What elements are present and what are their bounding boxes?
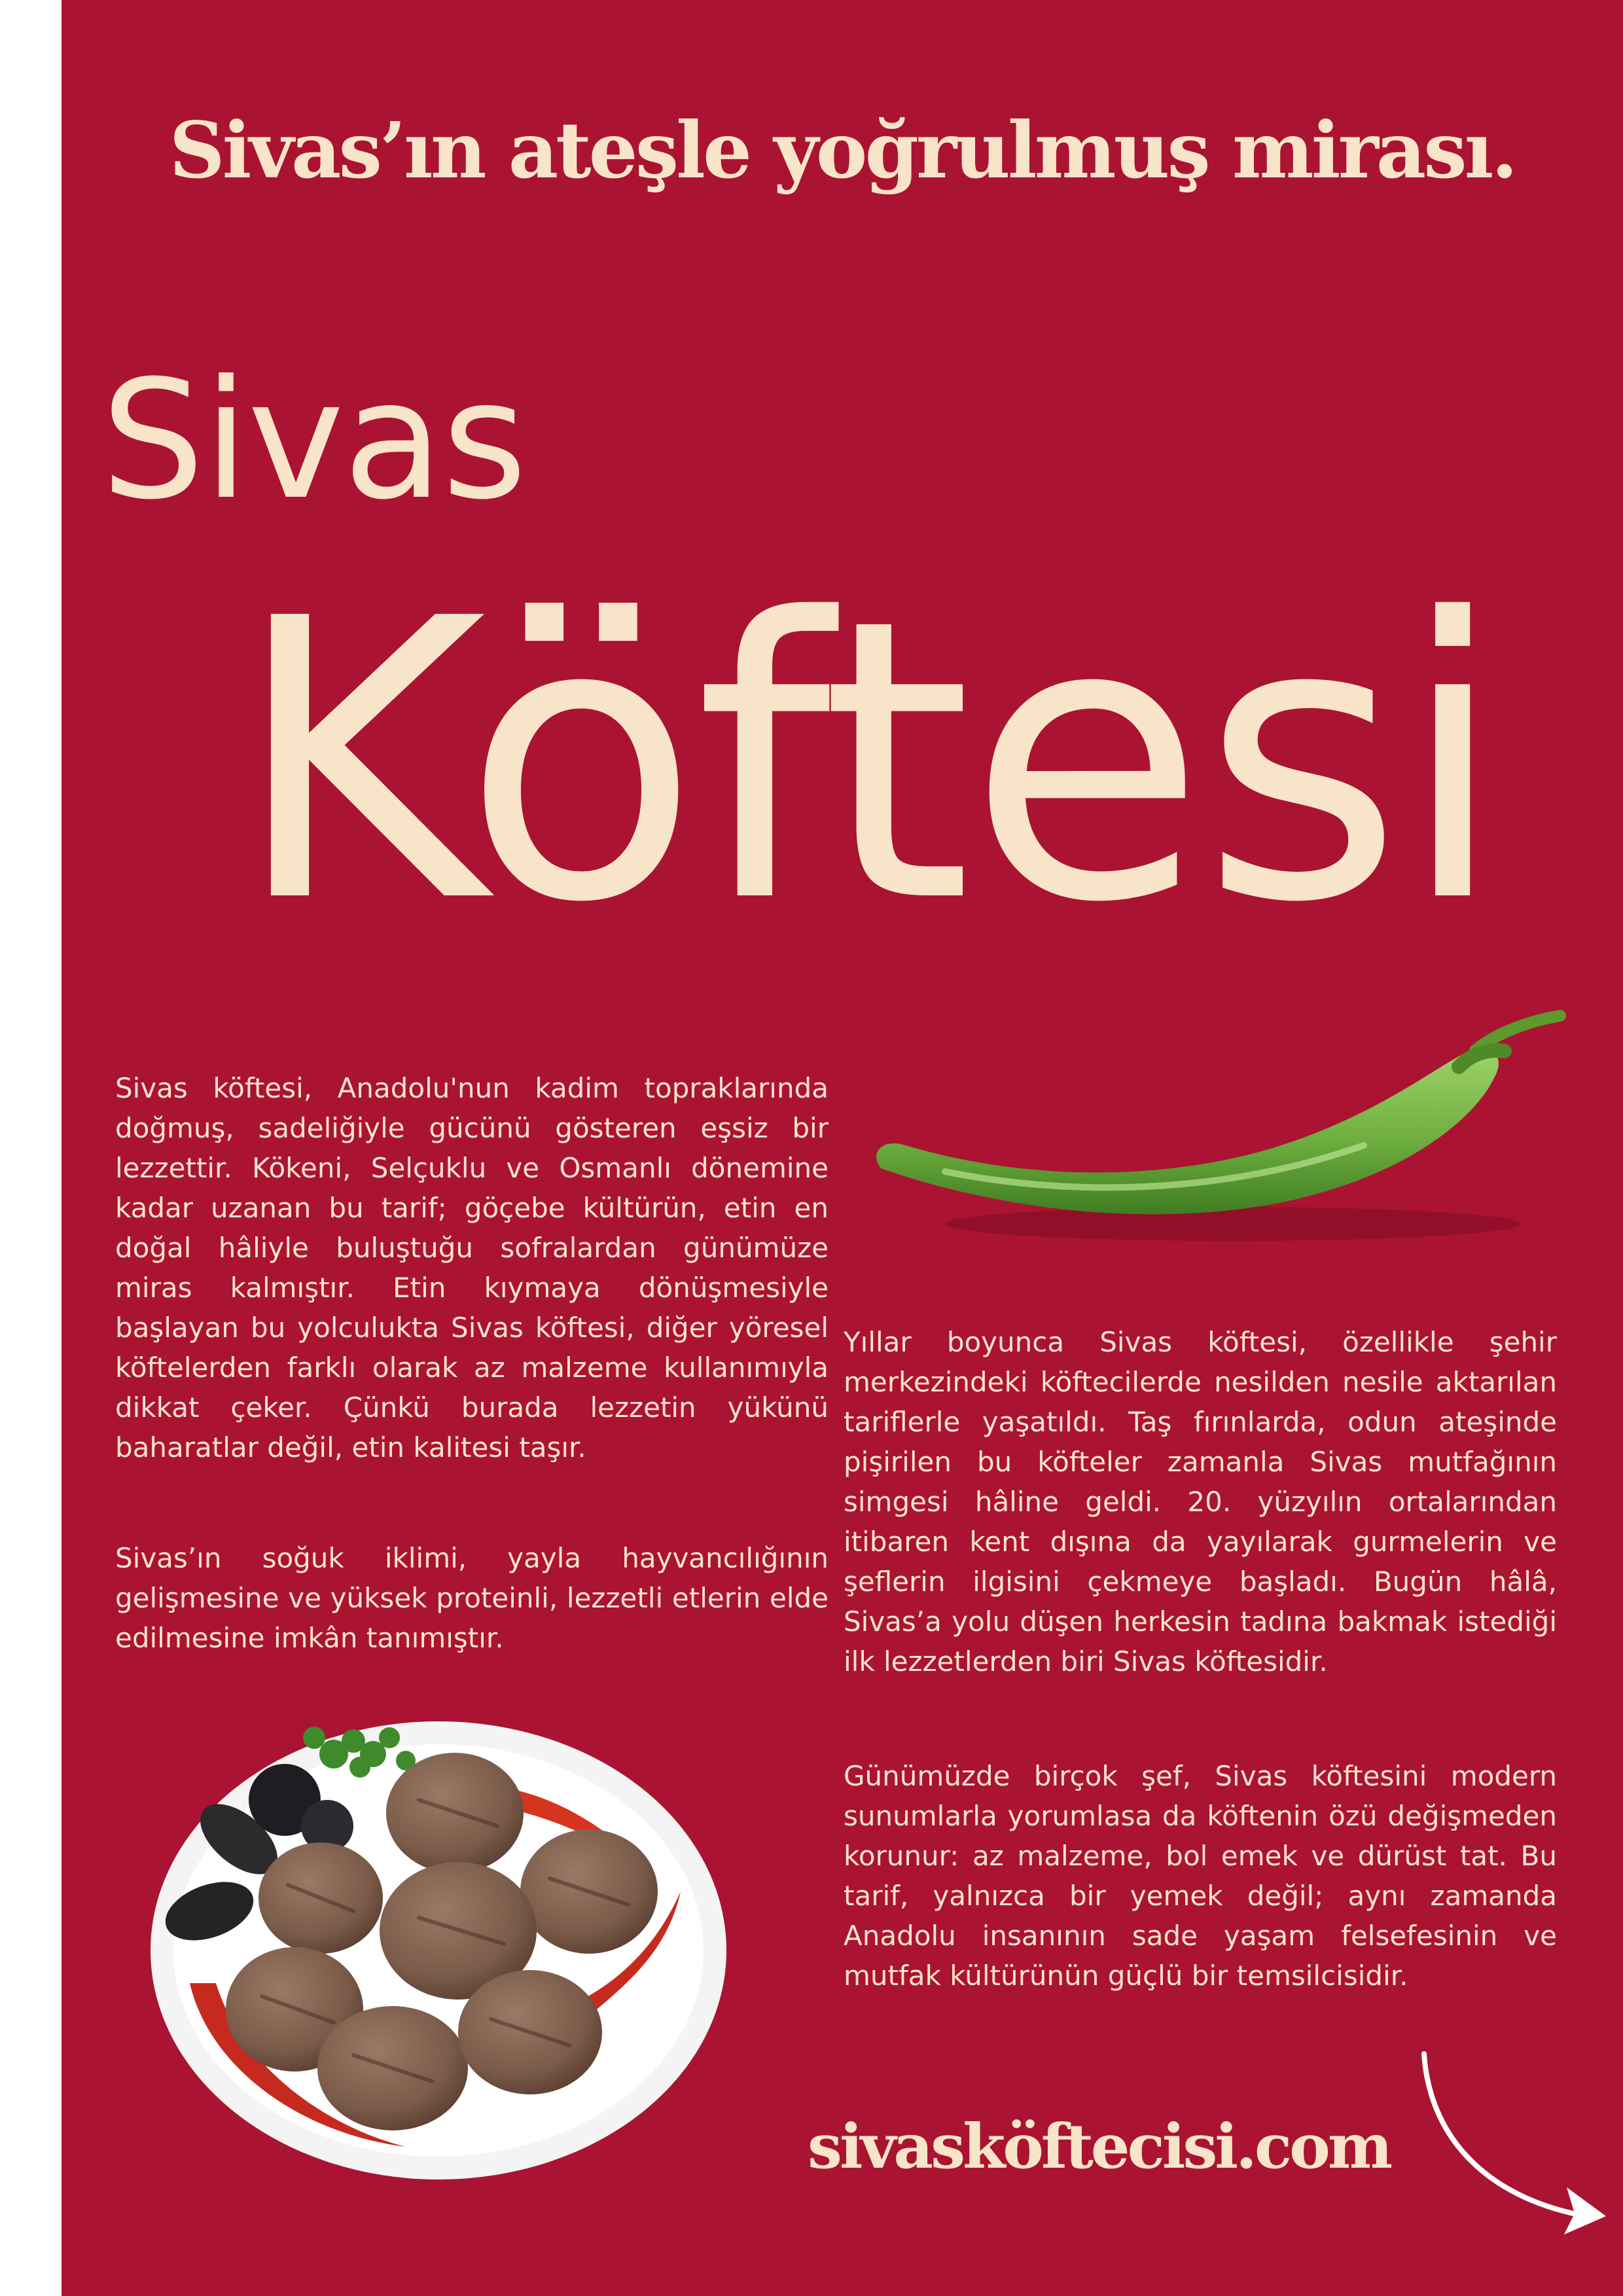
kofte-plate-icon xyxy=(131,1676,753,2186)
intro-paragraph: Sivas köftesi, Anadolu'nun kadim topraklarında doğmuş, sadeliğiyle gücünü gösteren eşsiz bir lezzettir. Kökeni, Selçuklu ve Osmanlı dönemine kadar uzanan bu tarif; göçebe kültürün, etin en doğal hâliyle buluştuğu sofralardan günümüze miras kalmıştır. Etin kıymaya dönüşmesiyle başlayan bu yolculukta Sivas köftesi, diğer yöresel köftelerden farklı olarak az malzeme kullanımıyla dikkat çeker. Çünkü burada lezzetin yükünü baharatlar değil, etin kalitesi taşır. xyxy=(115,1072,829,1463)
history-paragraph: Yıllar boyunca Sivas köftesi, özellikle şehir merkezindeki köftecilerde nesilden nesile aktarılan tariflerle yaşatıldı. Taş fırınlarda, odun ateşinde pişirilen bu köfteler zamanla Sivas mutfağının simgesi hâline geldi. 20. yüzyılın ortalarından itibaren kent dışına da yayılarak gurmelerin ve şeflerin ilgisini çekmeye başladı. Bugün hâlâ, Sivas’a yolu düşen herkesin tadına bakmak istediği ilk lezzetlerden biri Sivas köftesidir. xyxy=(844,1326,1557,1677)
website-link[interactable]: sivasköftecisi.com xyxy=(808,2111,1391,2183)
curved-arrow-icon xyxy=(1410,2042,1619,2251)
title-koftesi: Köftesi xyxy=(233,537,1503,987)
pepper-icon xyxy=(866,1008,1606,1270)
modern-paragraph: Günümüzde birçok şef, Sivas köftesini modern sunumlarla yorumlasa da köftenin özü değişmeden korunur: az malzeme, bol emek ve dürüst tat. Bu tarif, yalnızca bir yemek değil; aynı zamanda Anadolu insanının sade yaşam felsefesinin ve mutfak kültürünün güçlü bir temsilcisidir. xyxy=(844,1760,1557,1992)
climate-paragraph: Sivas’ın soğuk iklimi, yayla hayvancılığının gelişmesine ve yüksek proteinli, lezzetli etlerin elde edilmesine imkân tanımıştır. xyxy=(115,1542,829,1654)
poster xyxy=(62,0,1623,2296)
title-sivas: Sivas xyxy=(101,345,526,535)
tagline: Sivas’ın ateşle yoğrulmuş mirası. xyxy=(169,105,1516,196)
